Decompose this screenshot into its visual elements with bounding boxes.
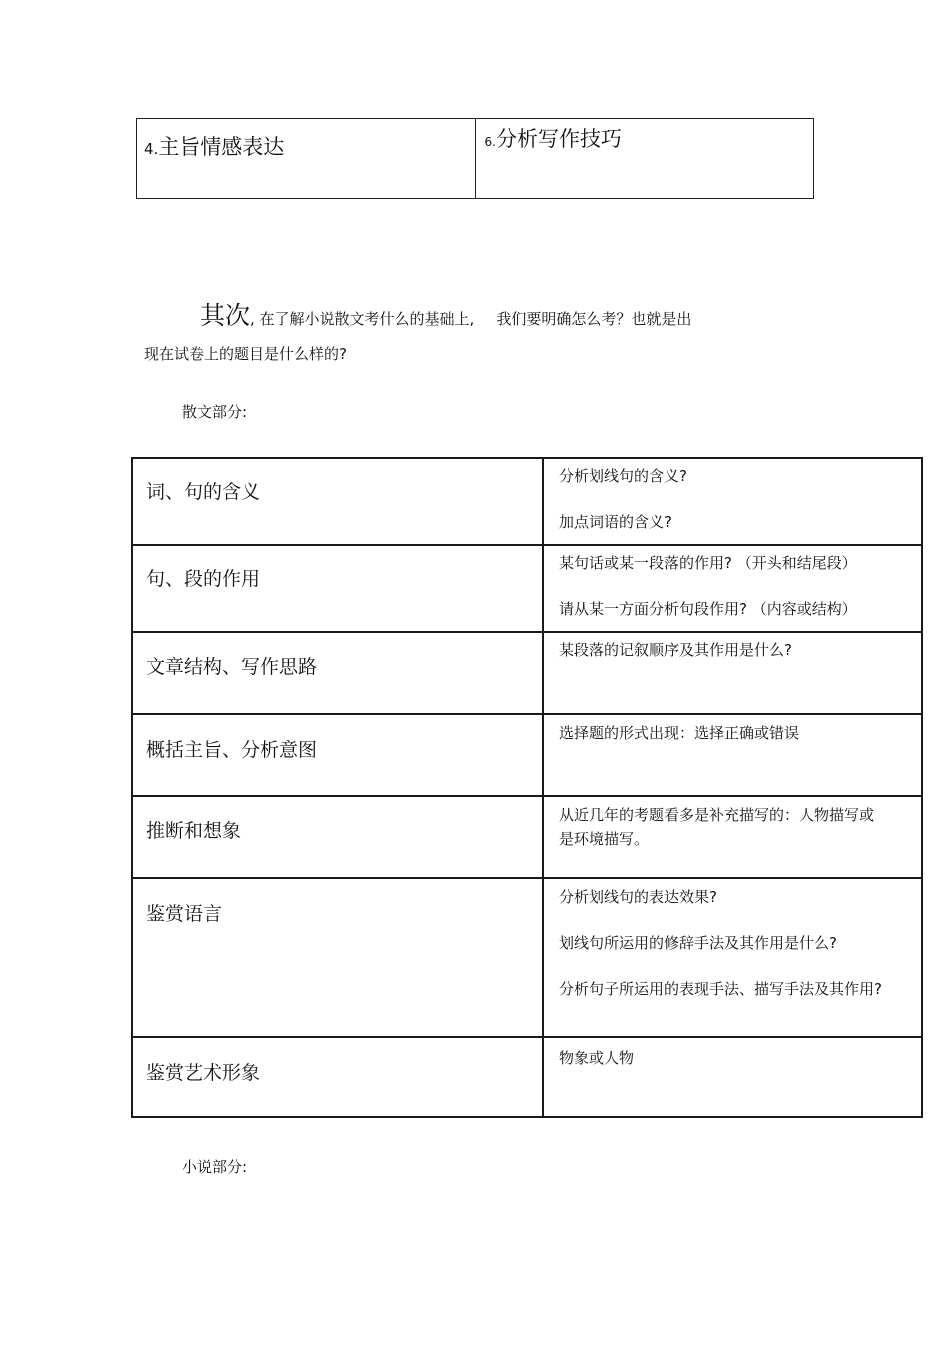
line1-part-b: 我们要明确怎么考？也就是出 <box>496 310 692 328</box>
table-row <box>132 632 922 714</box>
table-row <box>132 458 922 545</box>
topic-text: 概括主旨、分析意图 <box>146 739 318 761</box>
topic-cell <box>132 545 543 632</box>
topic-cell <box>132 878 543 1037</box>
topic-text: 鉴赏语言 <box>146 903 223 925</box>
question-text: 分析划线句的含义? <box>559 467 687 485</box>
table-row <box>132 1037 922 1117</box>
question-cell <box>543 632 922 714</box>
question-text: 加点词语的含义? <box>559 513 672 531</box>
question-cell <box>543 458 922 545</box>
question-cell <box>543 796 922 878</box>
topic-cell <box>132 1037 543 1117</box>
question-text: 分析句子所运用的表现手法、描写手法及其作用? <box>559 980 882 998</box>
item-text: 主旨情感表达 <box>158 135 285 159</box>
question-cell <box>543 1037 922 1117</box>
prose-question-table <box>131 457 923 1118</box>
question-text: 划线句所运用的修辞手法及其作用是什么? <box>559 934 837 952</box>
line1-part-a: , 在了解小说散文考什么的基础上, <box>250 310 475 328</box>
question-cell <box>543 878 922 1037</box>
table-row <box>132 796 922 878</box>
item-number: 6. <box>484 135 496 149</box>
topic-cell <box>132 632 543 714</box>
top-table <box>136 118 814 199</box>
topic-text: 文章结构、写作思路 <box>146 656 318 678</box>
intro-paragraph-line1 <box>200 296 691 332</box>
question-text: 分析划线句的表达效果? <box>559 888 717 906</box>
question-cell <box>543 545 922 632</box>
question-text: 某段落的记叙顺序及其作用是什么? <box>559 641 792 659</box>
topic-text: 鉴赏艺术形象 <box>146 1062 261 1084</box>
topic-cell <box>132 796 543 878</box>
table-row <box>132 714 922 796</box>
topic-text: 词、句的含义 <box>146 481 261 503</box>
novel-section-label: 小说部分: <box>182 1158 248 1176</box>
top-cell-technique <box>475 119 814 199</box>
prose-section-label: 散文部分: <box>182 403 248 421</box>
intro-paragraph-line2: 现在试卷上的题目是什么样的? <box>144 345 347 363</box>
question-text: 请从某一方面分析句段作用? （内容或结构） <box>559 600 857 618</box>
question-text: 某句话或某一段落的作用? （开头和结尾段） <box>559 554 857 572</box>
table-row <box>132 545 922 632</box>
topic-text: 推断和想象 <box>146 820 242 842</box>
question-text: 物象或人物 <box>559 1049 635 1067</box>
lead-word: 其次 <box>200 301 251 330</box>
question-cell <box>543 714 922 796</box>
question-text: 从近几年的考题看多是补充描写的：人物描写或是环境描写。 <box>559 806 875 848</box>
top-cell-theme <box>137 119 476 199</box>
topic-text: 句、段的作用 <box>146 568 261 590</box>
table-row <box>132 878 922 1037</box>
item-number: 4. <box>144 140 159 158</box>
topic-cell <box>132 714 543 796</box>
topic-cell <box>132 458 543 545</box>
question-text: 选择题的形式出现：选择正确或错误 <box>559 724 800 742</box>
item-text: 分析写作技巧 <box>495 127 622 151</box>
